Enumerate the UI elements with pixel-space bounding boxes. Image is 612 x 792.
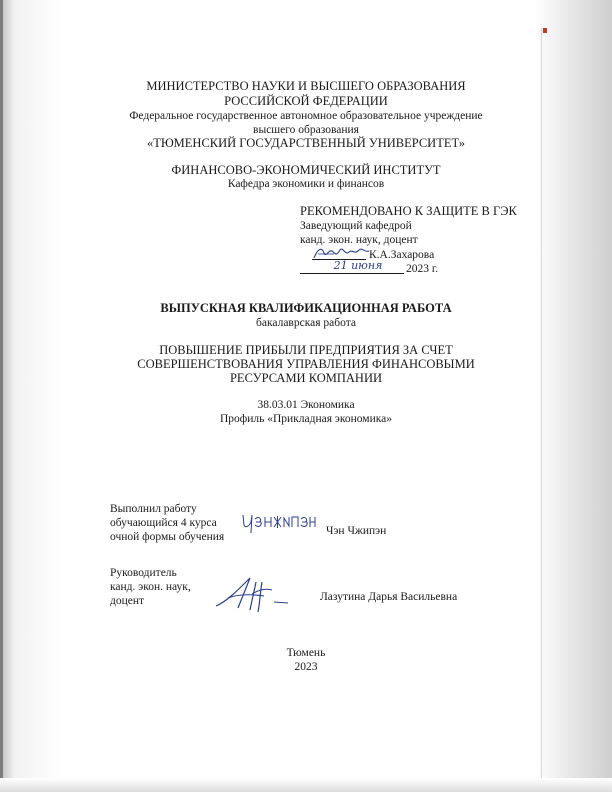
specialty-profile: Профиль «Прикладная экономика»: [219, 413, 392, 425]
student-signature: [240, 511, 316, 537]
ministry-line-2: РОССИЙСКОЙ ФЕДЕРАЦИИ: [224, 94, 388, 108]
scan-edge-bottom: [0, 778, 612, 792]
ministry-line-1: МИНИСТЕРСТВО НАУКИ И ВЫСШЕГО ОБРАЗОВАНИЯ: [146, 79, 466, 93]
institution-line-1: Федеральное государственное автономное образовательное учреждение: [129, 110, 483, 122]
supervisor-label-line-1: Руководитель: [110, 567, 177, 579]
work-type: ВЫПУСКНАЯ КВАЛИФИКАЦИОННАЯ РАБОТА: [160, 301, 452, 315]
footer-city: Тюмень: [286, 647, 326, 659]
specialty-code: 38.03.01 Экономика: [257, 399, 355, 411]
student-label-line-1: Выполнил работу: [110, 503, 197, 515]
work-title-line-3: РЕСУРСАМИ КОМПАНИИ: [229, 371, 383, 385]
approval-recommended: РЕКОМЕНДОВАНО К ЗАЩИТЕ В ГЭК: [300, 204, 517, 218]
institute-name: ФИНАНСОВО-ЭКОНОМИЧЕСКИЙ ИНСТИТУТ: [171, 163, 441, 177]
supervisor-label-line-3: доцент: [110, 595, 145, 607]
student-name: Чэн Чжипэн: [326, 525, 387, 537]
approval-head-degree: канд. экон. наук, доцент: [300, 234, 418, 246]
approval-year: 2023 г.: [406, 263, 439, 275]
work-title-line-2: СОВЕРШЕНСТВОВАНИЯ УПРАВЛЕНИЯ ФИНАНСОВЫМИ: [137, 357, 475, 371]
department-name: Кафедра экономики и финансов: [227, 178, 385, 190]
supervisor-name: Лазутина Дарья Васильевна: [320, 591, 458, 603]
approval-date-handwritten: 21 июня: [333, 259, 383, 272]
approval-head-name: К.А.Захарова: [369, 249, 435, 261]
scan-red-mark: [543, 28, 547, 33]
supervisor-label-line-2: канд. экон. наук,: [110, 581, 191, 593]
work-title-line-1: ПОВЫШЕНИЕ ПРИБЫЛИ ПРЕДПРИЯТИЯ ЗА СЧЕТ: [159, 343, 453, 357]
work-subtype: бакалаврская работа: [256, 317, 356, 329]
footer-year: 2023: [294, 661, 318, 673]
approval-head-title: Заведующий кафедрой: [300, 220, 412, 232]
student-label-line-3: очной формы обучения: [110, 531, 225, 543]
date-line: [300, 273, 404, 274]
university-name: «ТЮМЕНСКИЙ ГОСУДАРСТВЕННЫЙ УНИВЕРСИТЕТ»: [146, 136, 466, 150]
supervisor-signature: [212, 572, 300, 616]
institution-line-2: высшего образования: [253, 124, 359, 136]
student-label-line-2: обучающийся 4 курса: [110, 517, 217, 529]
